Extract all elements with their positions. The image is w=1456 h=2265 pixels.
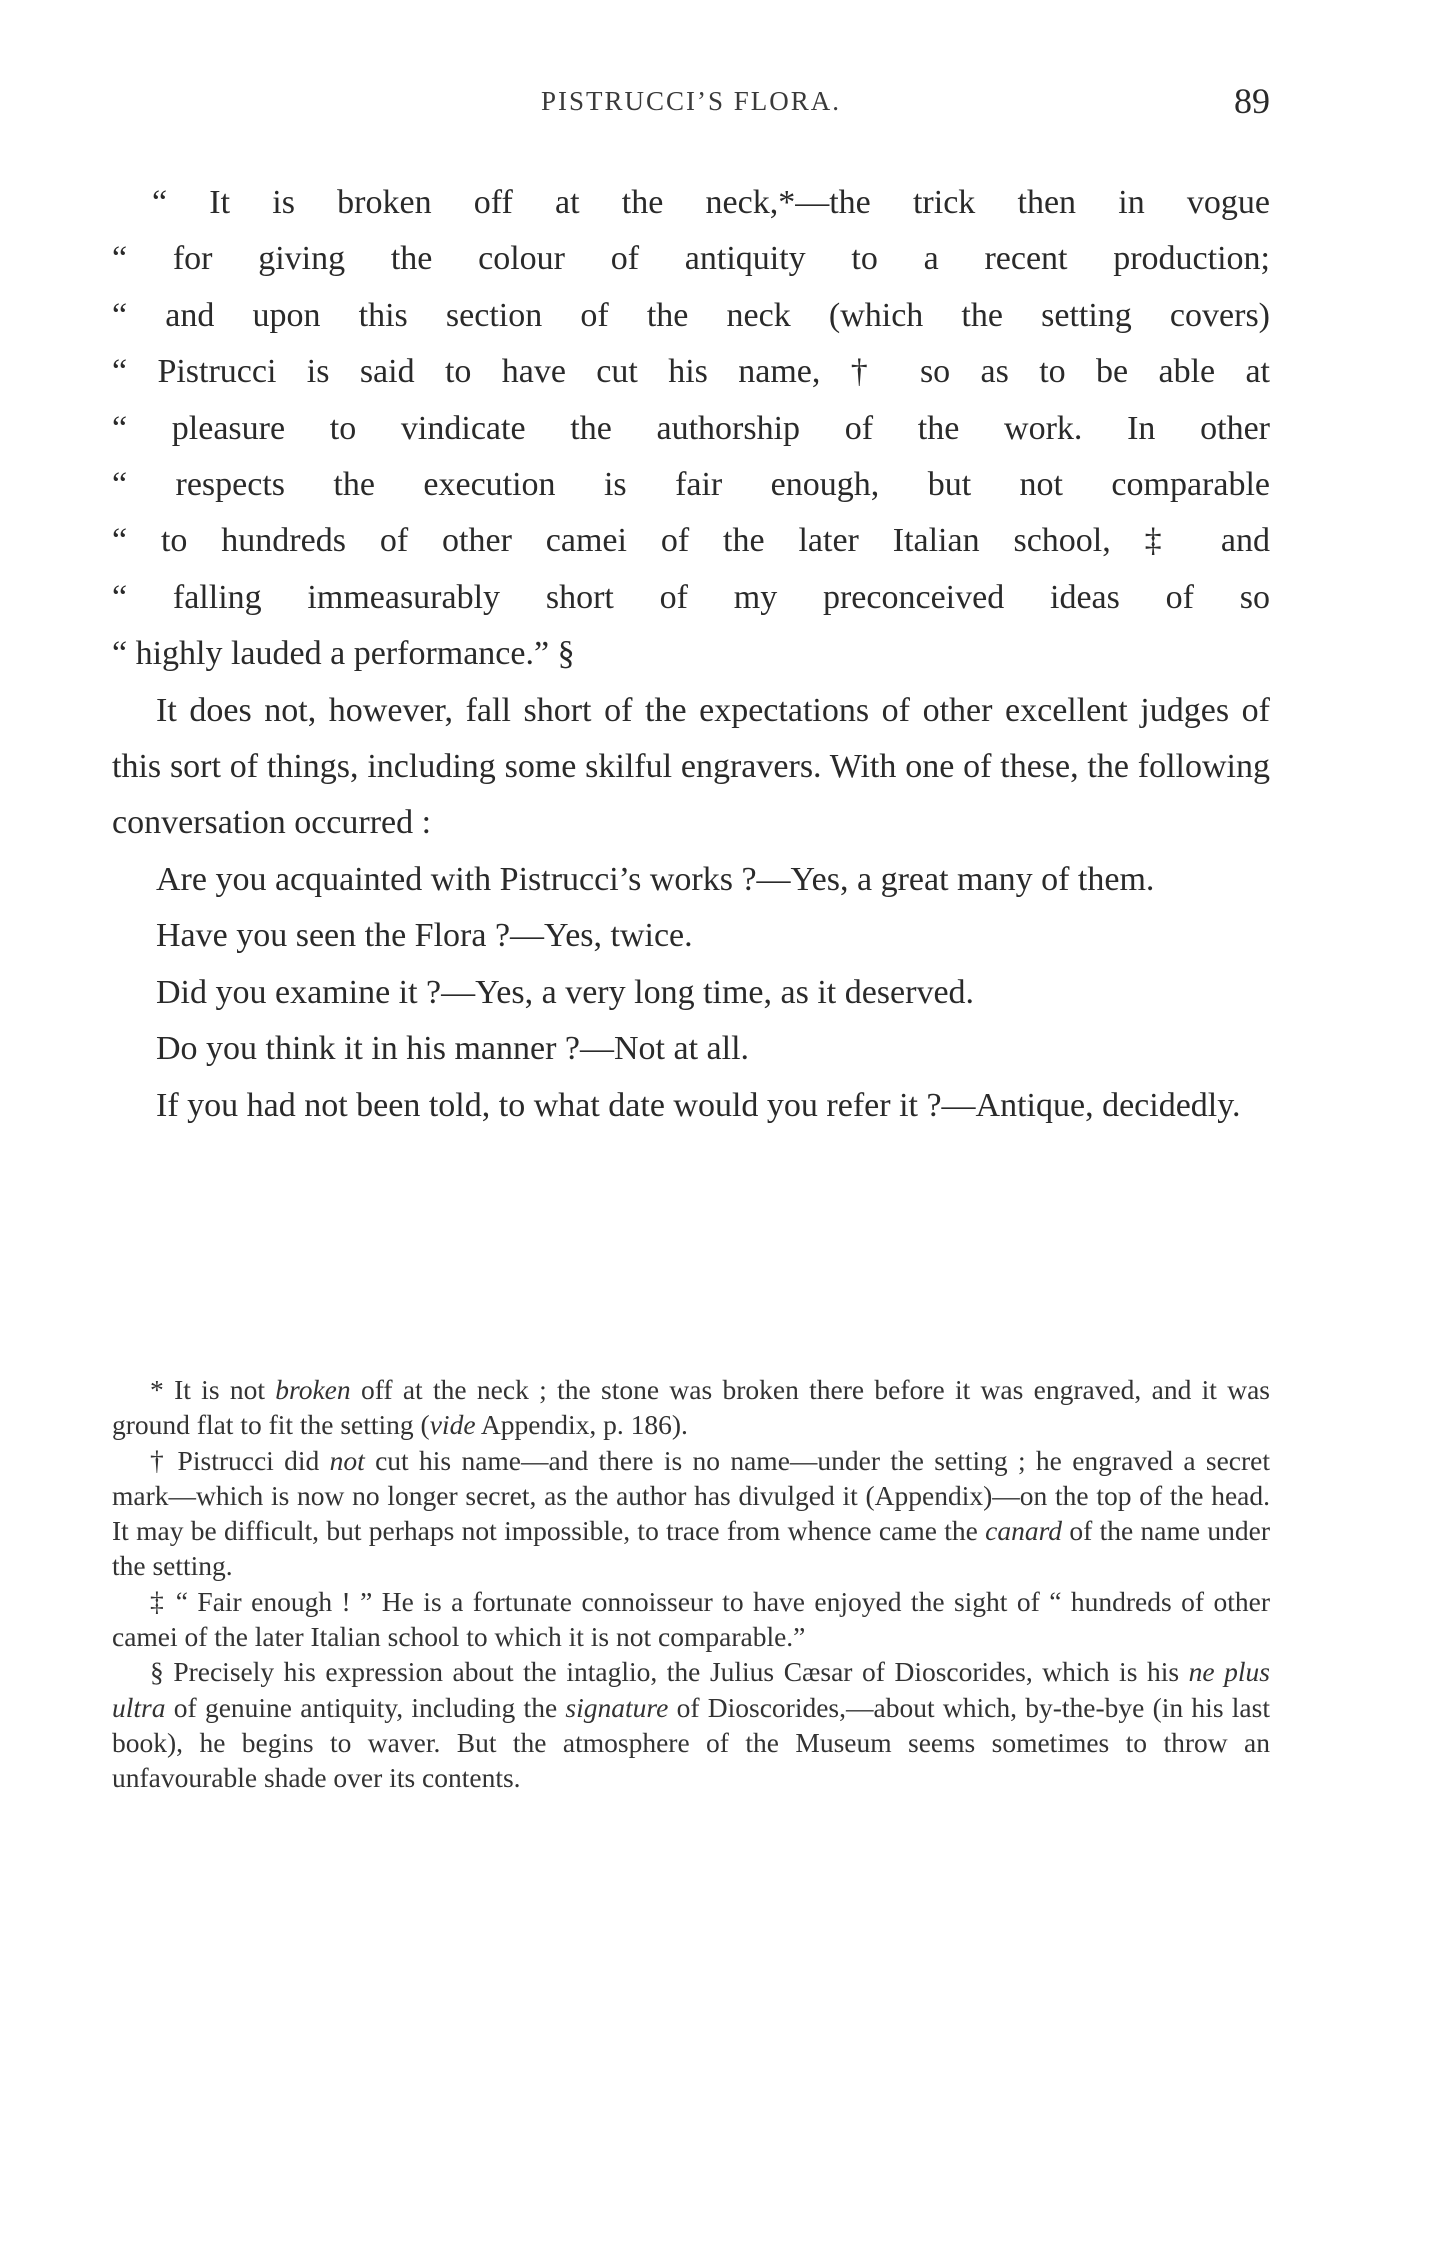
footnote-emphasis: ne plus ultra	[112, 1656, 1270, 1723]
dialogue-line: Do you think it in his manner ?—Not at all.	[156, 1030, 750, 1068]
footnote-1	[112, 1372, 1270, 1443]
footnote-mark: §	[150, 1656, 164, 1688]
footnote-2	[112, 1443, 1270, 1584]
footnote-emphasis: not	[329, 1444, 365, 1476]
footnote-text: Pistrucci did	[167, 1444, 330, 1476]
quote-line: “ and upon this section of the neck (which the setting covers)	[112, 296, 1270, 334]
footnotes	[112, 1372, 1270, 1796]
footnote-text: of Dioscorides,—about which, by-the-bye (in his last book), he begins to waver. But the atmosphere of the Museum seems sometimes to throw an unfavourable shade over its contents.	[112, 1691, 1270, 1794]
page-number: 89	[1234, 81, 1270, 121]
quote-line: “ falling immeasurably short of my preconceived ideas of so	[112, 578, 1270, 616]
footnote-text: of the name under the setting.	[112, 1515, 1270, 1582]
dialogue-line: If you had not been told, to what date would you refer it ?—Antique, decidedly.	[156, 1086, 1241, 1124]
footnote-3	[112, 1584, 1270, 1655]
dialogue-line: Are you acquainted with Pistrucci’s works ?—Yes, a great many of them.	[156, 860, 1155, 898]
footnote-emphasis: signature	[565, 1691, 669, 1723]
quote-line: “ pleasure to vindicate the authorship of the work. In other	[112, 409, 1270, 447]
footnote-emphasis: broken	[275, 1374, 351, 1405]
footnote-text: cut his name—and there is no name—under the setting ; he engraved a secret mark—which is now no longer secret, as the author has divulged it (Appendix)—on the top of the head. It may be difficult, but perhaps not impossible, to trace from whence came the	[112, 1444, 1270, 1547]
footnote-4	[112, 1654, 1270, 1795]
footnote-mark: †	[150, 1444, 168, 1476]
quoted-passage	[112, 175, 1270, 683]
footnote-emphasis: vide	[429, 1409, 476, 1441]
body-paragraph: It does not, however, fall short of the expectations of other excellent judges of this sort of things, including some skilful engravers. With one of these, the following conversation occurred :	[112, 691, 1270, 842]
footnote-emphasis: canard	[985, 1515, 1063, 1547]
quote-line: “ for giving the colour of antiquity to a recent production;	[112, 240, 1270, 278]
quote-line: “ It is broken off at the neck,*—the trick then in vogue	[152, 184, 1270, 221]
page-header	[112, 80, 1270, 130]
footnote-text: It is not	[163, 1374, 276, 1405]
dialogue-line: Have you seen the Flora ?—Yes, twice.	[156, 917, 693, 955]
footnote-text: Precisely his expression about the intaglio, the Julius Cæsar of Dioscorides, which is his	[163, 1656, 1189, 1688]
footnote-text: off at the neck ; the stone was broken there before it was engraved, and it was ground flat to fit the setting (	[112, 1374, 1270, 1441]
running-title: PISTRUCCI’S FLORA.	[540, 86, 842, 116]
footnote-text: “ Fair enough ! ” He is a fortunate connoisseur to have enjoyed the sight of “ hundreds of other camei of the later Italian school to which it is not comparable.”	[112, 1585, 1270, 1653]
footnote-mark: ‡	[150, 1585, 167, 1617]
dialogue-line: Did you examine it ?—Yes, a very long time, as it deserved.	[156, 973, 975, 1011]
footnote-mark: *	[150, 1374, 164, 1405]
footnote-text: Appendix, p. 186).	[475, 1409, 688, 1441]
main-text	[112, 175, 1270, 1134]
quote-line: “ to hundreds of other camei of the later Italian school, ‡ and	[112, 522, 1270, 560]
quote-line: “ highly lauded a performance.” §	[112, 635, 575, 673]
footnote-text: of genuine antiquity, including the	[165, 1691, 566, 1723]
quote-line: “ respects the execution is fair enough, but not comparable	[112, 466, 1270, 504]
quote-line: “ Pistrucci is said to have cut his name, † so as to be able at	[112, 353, 1270, 391]
